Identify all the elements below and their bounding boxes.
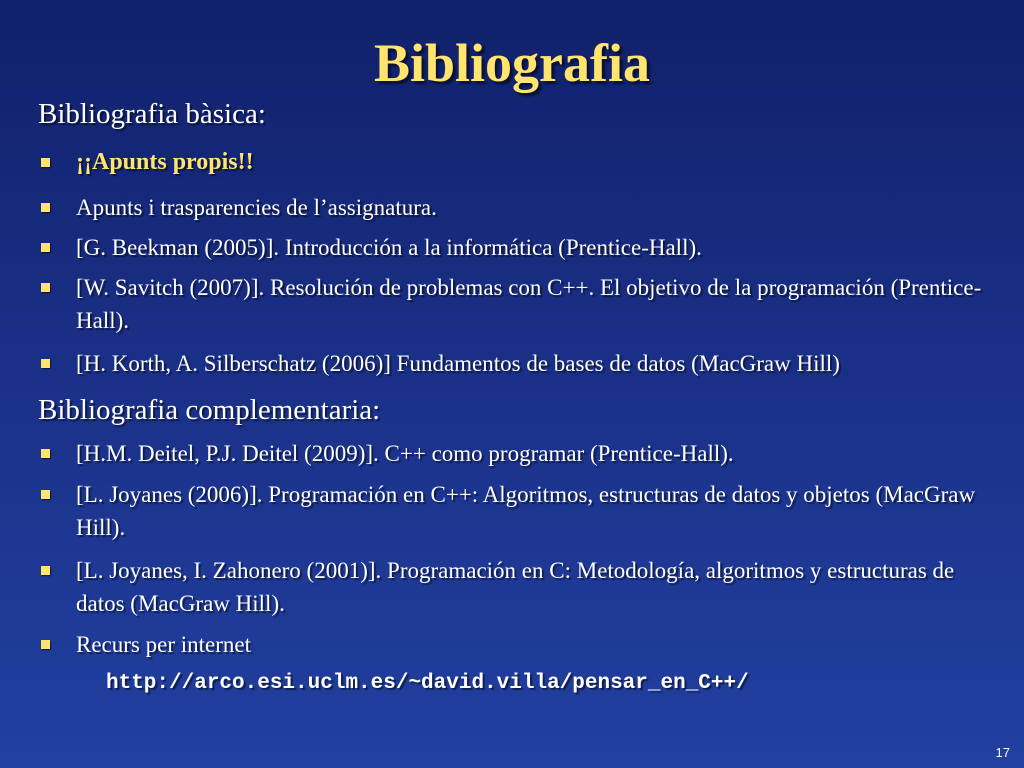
bullet-icon [41,359,50,368]
list-item-text: [L. Joyanes (2006)]. Programación en C++: Algoritmos, estructuras de datos y objetos (MacGraw Hill). [76,482,976,540]
bullet-icon [41,158,50,167]
list-item [38,347,1008,380]
bullet-icon [41,283,50,292]
list-item [38,231,1008,264]
bullet-icon [41,490,50,499]
list-item-text: ¡¡Apunts propis!! [76,149,254,175]
bullet-icon [41,640,50,649]
list-item-text: Apunts i trasparencies de l’assignatura. [76,195,437,220]
list-item-text: [G. Beekman (2005)]. Introducción a la informática (Prentice-Hall). [76,235,702,260]
list-item-text: [W. Savitch (2007)]. Resolución de problemas con C++. El objetivo de la programación (Prentice-Hall). [76,275,982,333]
internet-resource-url: http://arco.esi.uclm.es/~david.villa/pensar_en_C++/ [106,672,749,695]
list-item [38,554,1008,620]
complementary-bibliography-heading: Bibliografia complementaria: [38,394,381,426]
list-item-text: Recurs per internet [76,632,251,657]
slide-title: Bibliografia [373,33,650,93]
list-item [38,271,1008,337]
bullet-icon [41,243,50,252]
bullet-icon [41,566,50,575]
list-item-text: [L. Joyanes, I. Zahonero (2001)]. Programación en C: Metodología, algoritmos y estructuras de datos (MacGraw Hill). [76,558,955,616]
list-item-text: [H.M. Deitel, P.J. Deitel (2009)]. C++ como programar (Prentice-Hall). [76,441,734,466]
bullet-icon [41,203,50,212]
list-item [38,437,1008,470]
list-item [38,628,1008,661]
list-item [38,191,1008,224]
list-item [38,478,1008,544]
list-item [38,146,1008,179]
page-number: 17 [995,745,1010,760]
basic-bibliography-heading: Bibliografia bàsica: [38,98,266,130]
list-item-text: [H. Korth, A. Silberschatz (2006)] Fundamentos de bases de datos (MacGraw Hill) [76,351,840,376]
bullet-icon [41,449,50,458]
